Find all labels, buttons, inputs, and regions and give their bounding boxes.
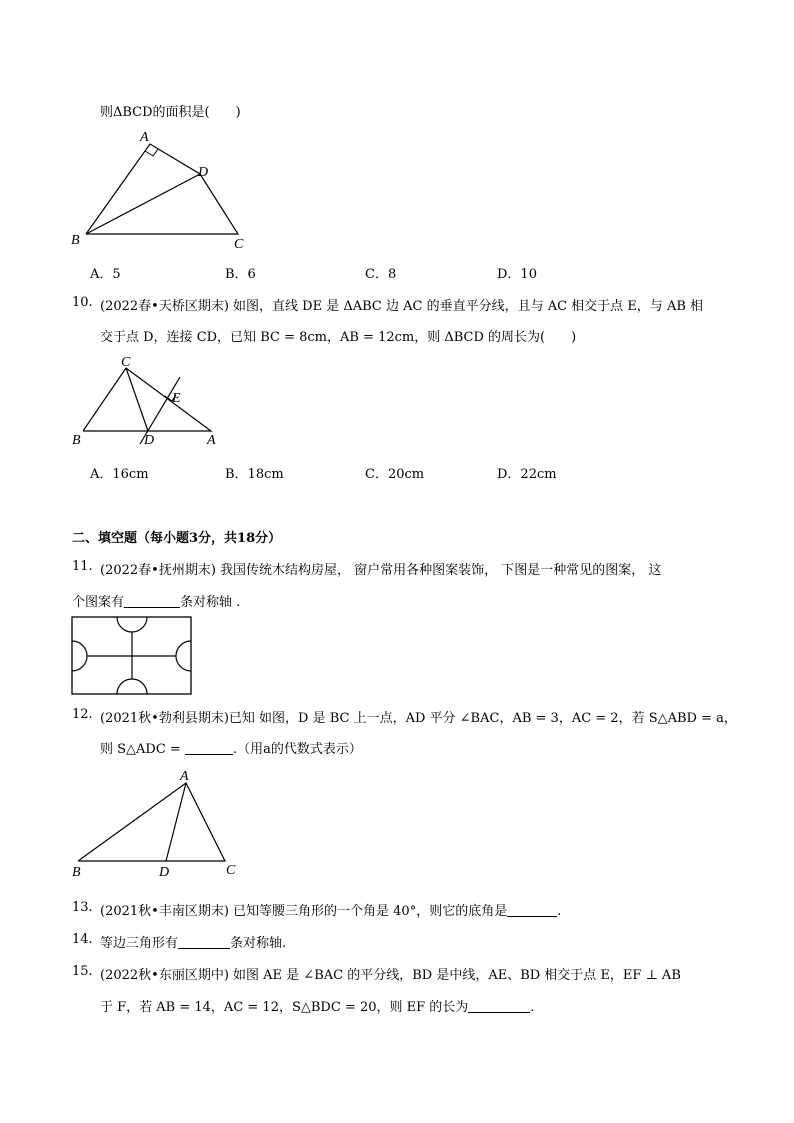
q10-figure xyxy=(68,352,228,452)
q10-option-b[interactable]: B．18cm xyxy=(225,467,284,482)
q9-label-d: D xyxy=(198,165,209,180)
q9-option-c[interactable]: C．8 xyxy=(365,267,397,282)
q10-number: 10. xyxy=(72,295,93,310)
q10-option-d[interactable]: D．22cm xyxy=(497,467,557,482)
q13-text xyxy=(100,900,561,919)
q10-segment-cd xyxy=(126,368,148,431)
q11-text-prefix: 个图案有 xyxy=(72,595,125,610)
q12-text-line2 xyxy=(100,738,362,757)
q10-option-c[interactable]: C．20cm xyxy=(365,467,425,482)
q11-text-line1: (2022春•抚州期末) 我国传统木结构房屋， 窗户常用各种图案装饰， 下图是一种常见的图案， 这 xyxy=(100,563,662,578)
q12-text-prefix: 则 S△ADC = xyxy=(100,742,181,757)
q14-text-suffix: 条对称轴. xyxy=(230,936,287,951)
q14-text-prefix: 等边三角形有 xyxy=(100,936,179,951)
q13-text-suffix: . xyxy=(557,904,562,919)
q9-right-angle-mark xyxy=(145,149,158,156)
q10-label-c: C xyxy=(121,355,131,370)
q11-right-semicircle xyxy=(176,641,191,671)
q9-segment-bd xyxy=(86,174,200,234)
q12-text-suffix: .（用a的代数式表示） xyxy=(232,742,362,757)
q9-triangle-outline xyxy=(86,144,238,234)
q9-option-d[interactable]: D．10 xyxy=(497,267,537,282)
q9-option-b[interactable]: B．6 xyxy=(225,267,256,282)
q9-option-a[interactable]: A．5 xyxy=(90,267,121,282)
q11-answer-blank[interactable] xyxy=(124,595,180,608)
q10-label-d: D xyxy=(144,433,155,448)
q9-question-tail: 则ΔBCD的面积是( ) xyxy=(100,105,241,120)
section-heading-fill-in: 二、填空题（每小题3分，共18分） xyxy=(72,531,282,546)
q11-top-semicircle xyxy=(117,617,147,632)
q12-triangle-outline xyxy=(78,783,225,861)
q9-figure xyxy=(68,126,258,252)
q14-number: 14. xyxy=(72,932,93,947)
q10-option-a[interactable]: A．16cm xyxy=(90,467,149,482)
q10-text-line2: 交于点 D，连接 CD，已知 BC = 8cm，AB = 12cm，则 ΔBCD 的周长为( ) xyxy=(100,330,577,345)
q11-text-line2 xyxy=(72,591,240,610)
q12-label-a: A xyxy=(180,769,189,784)
q12-label-b: B xyxy=(72,865,81,880)
q10-label-b: B xyxy=(72,433,81,448)
q13-number: 13. xyxy=(72,900,93,915)
q9-label-b: B xyxy=(71,233,80,248)
q10-label-a: A xyxy=(207,433,216,448)
q15-text-line2 xyxy=(100,996,534,1015)
q14-text xyxy=(100,932,286,951)
q11-left-semicircle xyxy=(72,641,87,671)
q9-label-a: A xyxy=(140,130,149,145)
q10-label-e: E xyxy=(172,391,181,406)
q13-text-prefix: (2021秋•丰南区期末) 已知等腰三角形的一个角是 40°，则它的底角是 xyxy=(100,904,508,919)
q11-window-pattern-figure xyxy=(71,616,193,696)
q12-label-c: C xyxy=(226,863,236,878)
q15-text-line1: (2022秋•东丽区期中) 如图 AE 是 ∠BAC 的平分线，BD 是中线，AE、BD 相交于点 E，EF ⊥ AB xyxy=(100,968,681,983)
q12-label-d: D xyxy=(159,865,170,880)
q11-bottom-semicircle xyxy=(117,679,147,694)
q15-number: 15. xyxy=(72,964,93,979)
q12-number: 12. xyxy=(72,707,93,722)
q11-text-suffix: 条对称轴 . xyxy=(180,595,241,610)
q10-text-line1: (2022春•天桥区期末) 如图，直线 DE 是 ΔABC 边 AC 的垂直平分线，且与 AC 相交于点 E，与 AB 相 xyxy=(100,299,704,314)
q15-answer-blank[interactable] xyxy=(468,1000,530,1013)
q12-figure xyxy=(68,766,248,880)
q12-answer-blank[interactable] xyxy=(185,742,233,755)
q9-label-c: C xyxy=(234,237,244,252)
q11-number: 11. xyxy=(72,559,93,574)
q12-text-line1: (2021秋•勃利县期末)已知 如图，D 是 BC 上一点，AD 平分 ∠BAC，AB = 3，AC = 2，若 S△ABD = a， xyxy=(100,711,737,726)
q15-text-prefix: 于 F，若 AB = 14，AC = 12，S△BDC = 20，则 EF 的长为 xyxy=(100,1000,469,1015)
q10-triangle-outline xyxy=(83,368,211,431)
q13-answer-blank[interactable] xyxy=(507,904,557,917)
q15-text-suffix: . xyxy=(530,1000,535,1015)
q14-answer-blank[interactable] xyxy=(178,936,230,949)
